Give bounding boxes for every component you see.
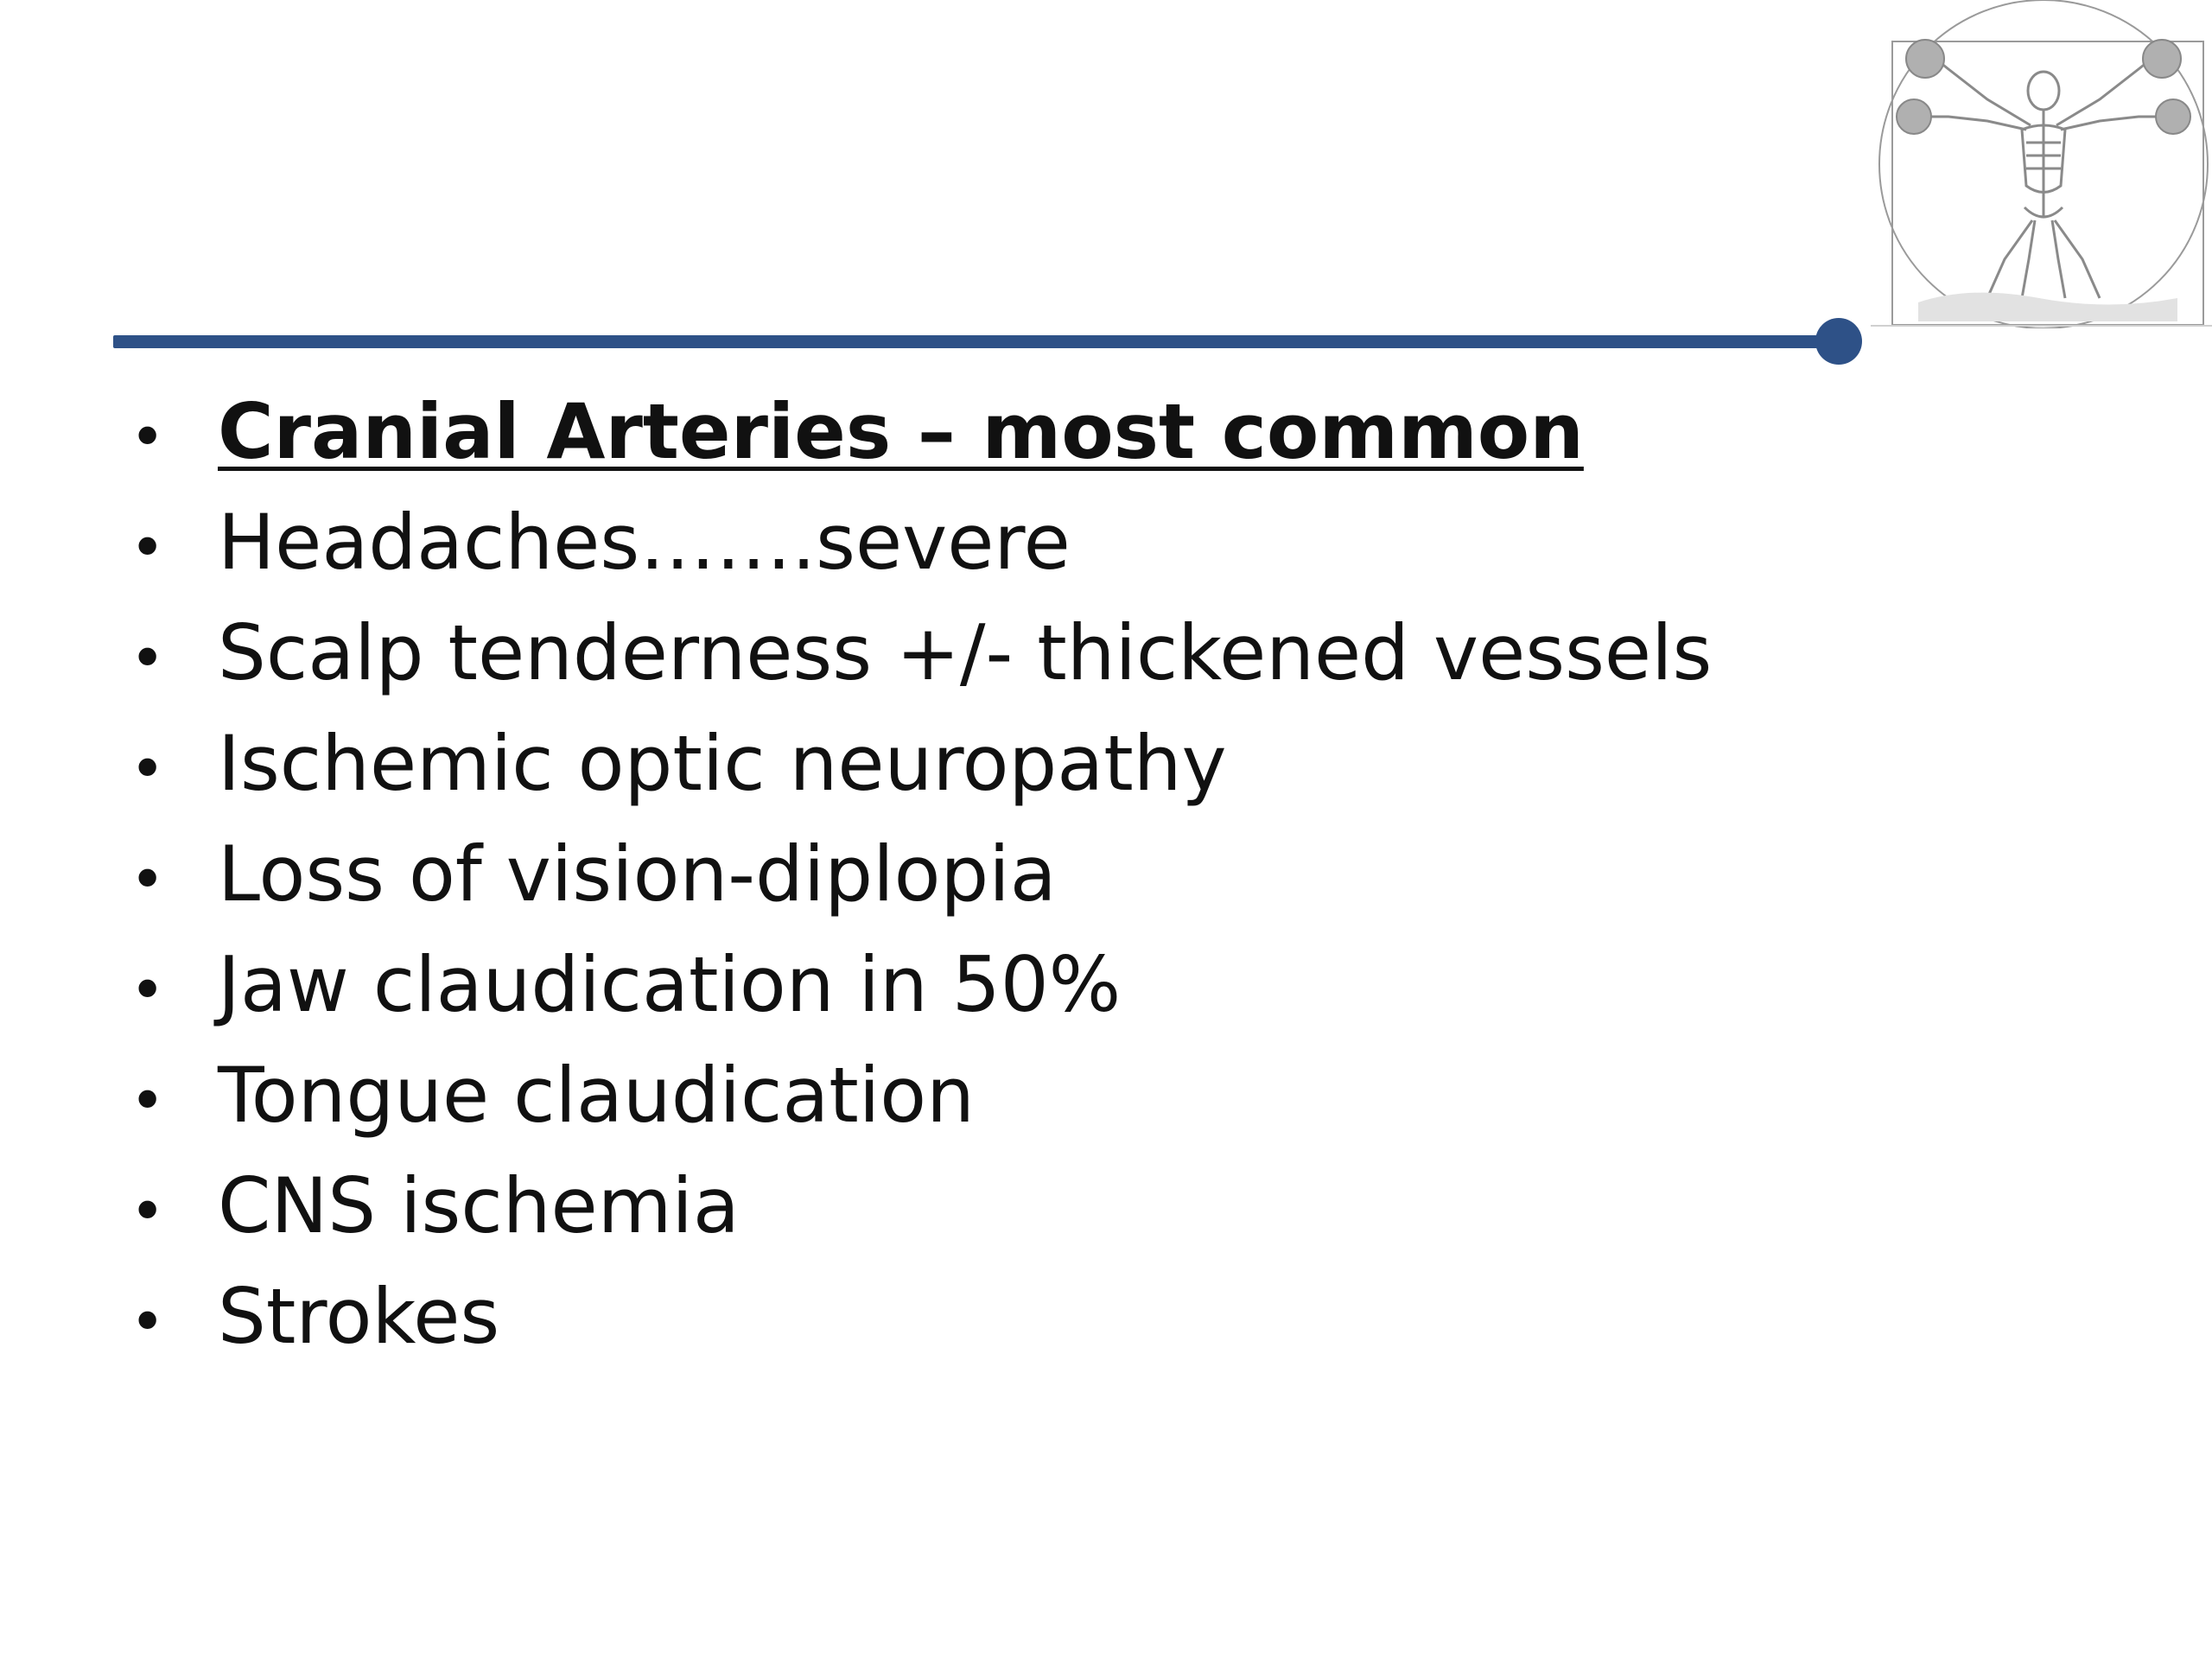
bullet-item (130, 608, 2031, 719)
bullet-text: Ischemic optic neuropathy (218, 719, 1227, 808)
bullet-item (130, 498, 2031, 608)
bullet-item-heading (130, 387, 2031, 498)
bullet-dot: • (130, 623, 166, 694)
title-divider-line (113, 335, 1840, 348)
bullet-dot: • (130, 734, 166, 804)
bullet-text: Jaw claudication in 50% (218, 940, 1122, 1029)
bullet-dot: • (130, 844, 166, 915)
bullet-item (130, 719, 2031, 830)
bullet-text: Headaches…….severe (218, 498, 1071, 587)
bullet-item (130, 1272, 2031, 1382)
bullet-item (130, 1051, 2031, 1161)
bullet-dot: • (130, 512, 166, 583)
bullet-heading-text: Cranial Arteries – most common (218, 387, 1584, 476)
bullet-dot: • (130, 1065, 166, 1136)
bullet-dot: • (130, 955, 166, 1026)
vitruvian-man-icon (1866, 0, 2212, 328)
bullet-item (130, 1161, 2031, 1272)
bullet-list (130, 387, 2031, 1382)
bullet-text: CNS ischemia (218, 1161, 740, 1250)
bullet-dot: • (130, 1287, 166, 1357)
bullet-text: Tongue claudication (218, 1051, 975, 1140)
bullet-text: Loss of vision-diplopia (218, 830, 1057, 918)
bullet-dot: • (130, 1176, 166, 1247)
bullet-text: Strokes (218, 1272, 500, 1361)
bullet-text: Scalp tenderness +/- thickened vessels (218, 608, 1713, 697)
bullet-item (130, 830, 2031, 940)
bullet-item (130, 940, 2031, 1051)
title-divider-endpoint (1815, 318, 1862, 365)
bullet-dot: • (130, 402, 166, 473)
corner-frame-line (1871, 325, 2212, 327)
